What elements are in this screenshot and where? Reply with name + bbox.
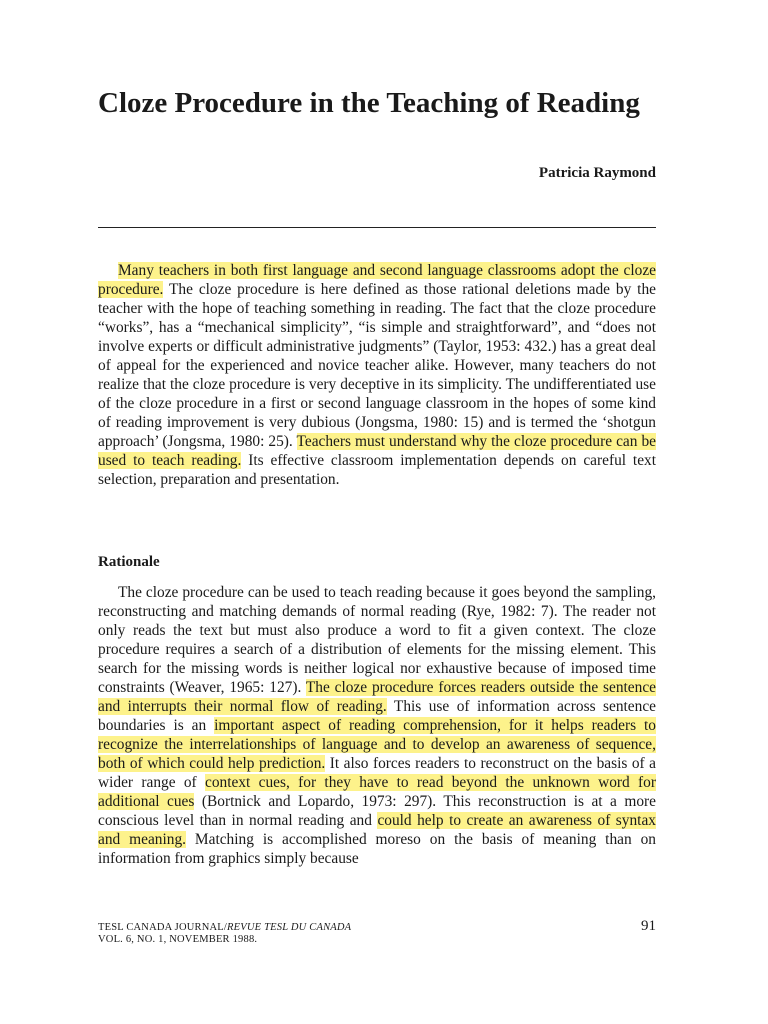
journal-name-fr: REVUE TESL DU CANADA [227, 922, 352, 933]
highlighted-text: Teachers must understand why the cloze procedure can be used to teach reading. [98, 433, 656, 469]
highlighted-text: context cues, for they have to read beyond the unknown word for additional cues [98, 774, 656, 810]
highlighted-text: Many teachers in both first language and second language classrooms adopt the cloze procedure. [98, 262, 656, 298]
journal-footer [98, 922, 351, 946]
article-title: Cloze Procedure in the Teaching of Reading [98, 87, 640, 119]
body-text: Its effective classroom implementation depends on careful text selection, preparation and presentation. [98, 452, 657, 488]
journal-name [98, 922, 351, 934]
highlighted-text: important aspect of reading comprehension, for it helps readers to recognize the interrelationships of language and to develop an awareness of sequence, both of which could help prediction. [98, 717, 656, 772]
highlighted-text: The cloze procedure forces readers outside the sentence and interrupts their normal flow of reading. [98, 679, 656, 715]
body-text: (Bortnick and Lopardo, 1973: 297). This reconstruction is at a more conscious level than in normal reading and [98, 793, 656, 829]
author-name: Patricia Raymond [538, 165, 656, 181]
body-text: Matching is accomplished moreso on the basis of meaning than on information from graphics simply because [98, 831, 656, 867]
body-text: It also forces readers to reconstruct on the basis of a wider range of [98, 755, 657, 791]
body-text: This use of information across sentence boundaries is an [98, 698, 656, 734]
rationale-paragraph [98, 583, 656, 868]
journal-volume: VOL. 6, NO. 1, NOVEMBER 1988. [98, 934, 258, 945]
highlighted-text: could help to create an awareness of syntax and meaning. [98, 812, 656, 848]
journal-name-en: TESL CANADA JOURNAL/ [98, 922, 228, 933]
page-number: 91 [641, 918, 656, 934]
rationale-text [98, 583, 656, 868]
title-divider [98, 227, 656, 228]
body-text: The cloze procedure is here defined as those rational deletions made by the teacher with the hope of teaching something in reading. The fact that the cloze procedure “works”, has a “mechanical simplicity”, “is simple and straightforward”, and “does not involve experts or difficult administrative judgments” (Taylor, 1953: 432.) has a great deal of appeal for the experienced and novice teacher alike. However, many teachers do not realize that the cloze procedure is very deceptive in its simplicity. The undifferentiated use of the cloze procedure in a first or second language classroom in the hopes of some kind of reading improvement is very dubious (Jongsma, 1980: 15) and is termed the ‘shotgun approach’ (Jongsma, 1980: 25). [98, 281, 656, 450]
section-heading-rationale: Rationale [98, 554, 160, 570]
intro-paragraph [98, 261, 656, 489]
body-text: The cloze procedure can be used to teach reading because it goes beyond the sampling, reconstructing and matching demands of normal reading (Rye, 1982: 7). The reader not only reads the text but must also produce a word to fit a given context. The cloze procedure requires a search of a distribution of elements for the missing element. This search for the missing words is neither logical nor exhaustive because of imposed time constraints (Weaver, 1965: 127). [98, 584, 656, 696]
intro-text [98, 261, 656, 489]
